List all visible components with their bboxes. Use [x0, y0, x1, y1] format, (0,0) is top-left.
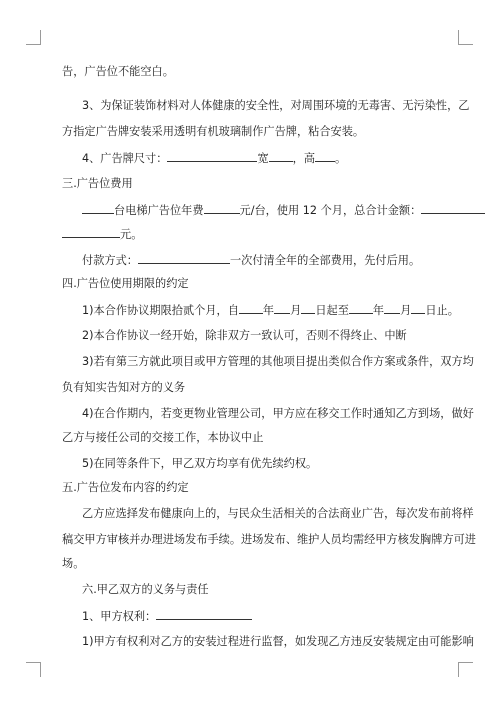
payment-method-label: 付款方式： [82, 254, 138, 267]
party-a-rights-label: 1、甲方权利： [82, 610, 157, 623]
term-line [82, 302, 459, 319]
paragraph-line: 2)本合作协议一经开始，除非双方一致认可，否则不得终止、中断 [82, 329, 407, 342]
paragraph-line: 场。 [62, 557, 85, 570]
day-end-label: 日止。 [425, 304, 459, 317]
term-label: 1)本合作协议期限拾贰个月，自 [82, 304, 239, 317]
year-label: 年 [372, 304, 385, 317]
end-year-blank[interactable] [349, 302, 373, 314]
payment-method-line [82, 252, 420, 269]
start-day-blank[interactable] [301, 302, 315, 314]
crop-mark-bottom-left [26, 662, 41, 677]
annual-fee-label: 台电梯广告位年费 [114, 204, 204, 217]
section-heading: 五.广告位发布内容的约定 [62, 481, 189, 494]
paragraph-line: 3、为保证装饰材料对人体健康的安全性，对周围环境的无毒害、无污染性，乙 [82, 99, 470, 112]
annual-fee-blank[interactable] [204, 202, 240, 214]
crop-mark-top-left [26, 30, 41, 45]
month-label: 月 [400, 304, 412, 317]
fee-line [82, 202, 485, 219]
paragraph-line: 4)在合作期内，若变更物业管理公司，甲方应在移交工作时通知乙方到场，做好 [82, 407, 474, 420]
payment-method-text: 一次付清全年的全部费用，先付后用。 [229, 254, 421, 267]
day-label: 日起至 [315, 304, 349, 317]
end-day-blank[interactable] [411, 302, 425, 314]
paragraph-line: 5)在同等条件下，甲乙双方均享有优先续约权。 [82, 457, 318, 470]
start-month-blank[interactable] [274, 302, 290, 314]
width-unit-blank[interactable] [269, 150, 293, 162]
yuan-label: 元。 [120, 228, 143, 241]
start-year-blank[interactable] [239, 302, 263, 314]
year-label: 年 [262, 304, 275, 317]
sign-size-label: 4、广告牌尺寸： [82, 152, 168, 165]
total-amount-label: 元/台，使用 12 个月，总合计金额： [239, 204, 422, 217]
section-heading: 三.广告位费用 [62, 177, 133, 190]
paragraph-line: 告，广告位不能空白。 [62, 65, 174, 78]
paragraph-line: 1)甲方有权利对乙方的安装过程进行监督，如发现乙方违反安装规定由可能影响 [82, 635, 474, 648]
period: 。 [335, 152, 347, 165]
crop-mark-top-right [458, 30, 473, 45]
width-label: 宽 [257, 152, 269, 165]
width-blank[interactable] [167, 150, 257, 162]
paragraph-line: 稿交甲方审核并办理进场发布手续。进场发布、维护人员均需经甲方核发胸牌方可进 [62, 533, 476, 546]
elevator-count-blank[interactable] [82, 202, 114, 214]
height-label: ，高 [292, 152, 316, 165]
paragraph-line: 乙方应选择发布健康向上的，与民众生活相关的合法商业广告，每次发布前将样 [82, 507, 474, 520]
paragraph-line: 方指定广告牌安装采用透明有机玻璃制作广告牌，粘合安装。 [62, 125, 365, 138]
sign-size-line [82, 150, 346, 167]
height-blank[interactable] [315, 150, 335, 162]
paragraph-line: 3)若有第三方就此项目或甲方管理的其他项目提出类似合作方案或条件，双方均 [82, 355, 474, 368]
section-heading: 六.甲乙双方的义务与责任 [82, 583, 209, 596]
fee-line-continued [62, 226, 142, 243]
paragraph-line: 负有知实告知对方的义务 [62, 381, 186, 394]
crop-mark-bottom-right [458, 662, 473, 677]
payment-method-blank[interactable] [138, 252, 230, 264]
party-a-rights-line [82, 608, 252, 625]
party-a-rights-blank[interactable] [156, 608, 252, 620]
section-heading: 四.广告位使用期限的约定 [62, 277, 189, 290]
month-label: 月 [290, 304, 302, 317]
total-amount-blank-continued[interactable] [62, 226, 120, 238]
paragraph-line: 乙方与接任公司的交接工作，本协议中止 [62, 431, 264, 444]
end-month-blank[interactable] [384, 302, 400, 314]
total-amount-blank[interactable] [421, 202, 485, 214]
